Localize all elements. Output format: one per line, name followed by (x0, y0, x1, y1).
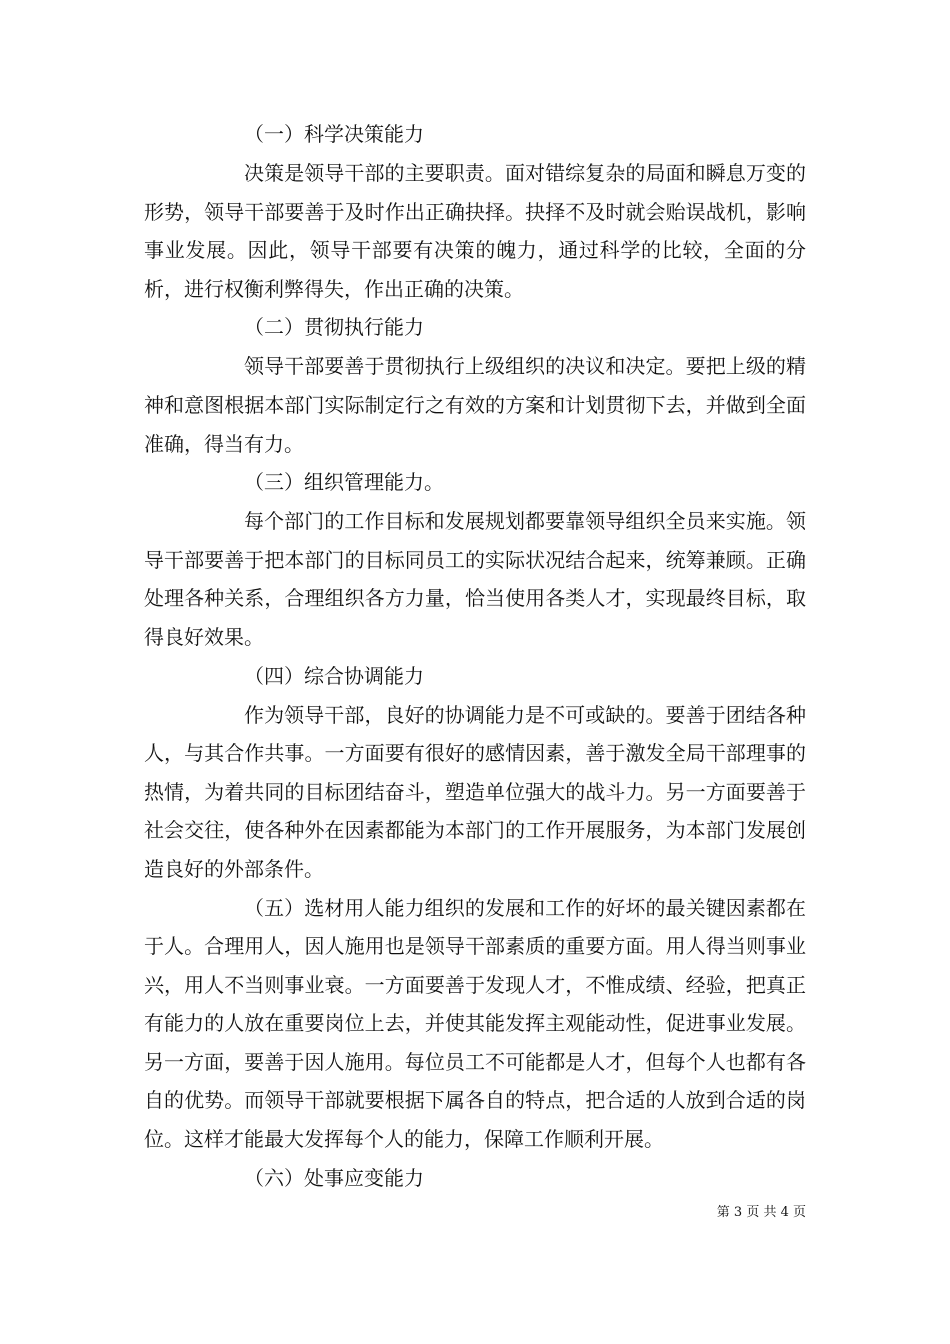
page-number-footer: 第 3 页 共 4 页 (716, 1205, 806, 1220)
section-heading-4: （四）综合协调能力 (244, 663, 424, 688)
section-heading-2: （二）贯彻执行能力 (244, 315, 424, 340)
section-heading-6: （六）处事应变能力 (244, 1165, 424, 1190)
section-paragraph-5: （五）选材用人能力组织的发展和工作的好坏的最关键因素都在于人。合理用人，因人施用也是领导干部素质的重要方面。用人得当则事业兴，用人不当则事业衰。一方面要善于发现人才，不惟成绩、经验，把真正有能力的人放在重要岗位上去，并使其能发挥主观能动性，促进事业发展。另一方面，要善于因人施用。每位员工不可能都是人才，但每个人也都有各自的优势。而领导干部就要根据下属各自的特点，把合适的人放到合适的岗位。这样才能最大发挥每个人的能力，保障工作顺利开展。 (144, 895, 806, 1152)
document-body (144, 115, 806, 1198)
section-paragraph-1: 决策是领导干部的主要职责。面对错综复杂的局面和瞬息万变的形势，领导干部要善于及时作出正确抉择。抉择不及时就会贻误战机，影响事业发展。因此，领导干部要有决策的魄力，通过科学的比较，全面的分析，进行权衡利弊得失，作出正确的决策。 (144, 161, 806, 301)
section-heading-1: （一）科学决策能力 (244, 122, 424, 146)
section-paragraph-2: 领导干部要善于贯彻执行上级组织的决议和决定。要把上级的精神和意图根据本部门实际制定行之有效的方案和计划贯彻下去，并做到全面准确，得当有力。 (144, 354, 806, 456)
section-paragraph-3: 每个部门的工作目标和发展规划都要靠领导组织全员来实施。领导干部要善于把本部门的目标同员工的实际状况结合起来，统筹兼顾。正确处理各种关系，合理组织各方力量，恰当使用各类人才，实现最终目标，取得良好效果。 (144, 509, 806, 649)
section-paragraph-4: 作为领导干部，良好的协调能力是不可或缺的。要善于团结各种人，与其合作共事。一方面要有很好的感情因素，善于激发全局干部理事的热情，为着共同的目标团结奋斗，塑造单位强大的战斗力。另一方面要善于社会交往，使各种外在因素都能为本部门的工作开展服务，为本部门发展创造良好的外部条件。 (144, 702, 806, 881)
section-heading-3: （三）组织管理能力。 (244, 470, 444, 495)
